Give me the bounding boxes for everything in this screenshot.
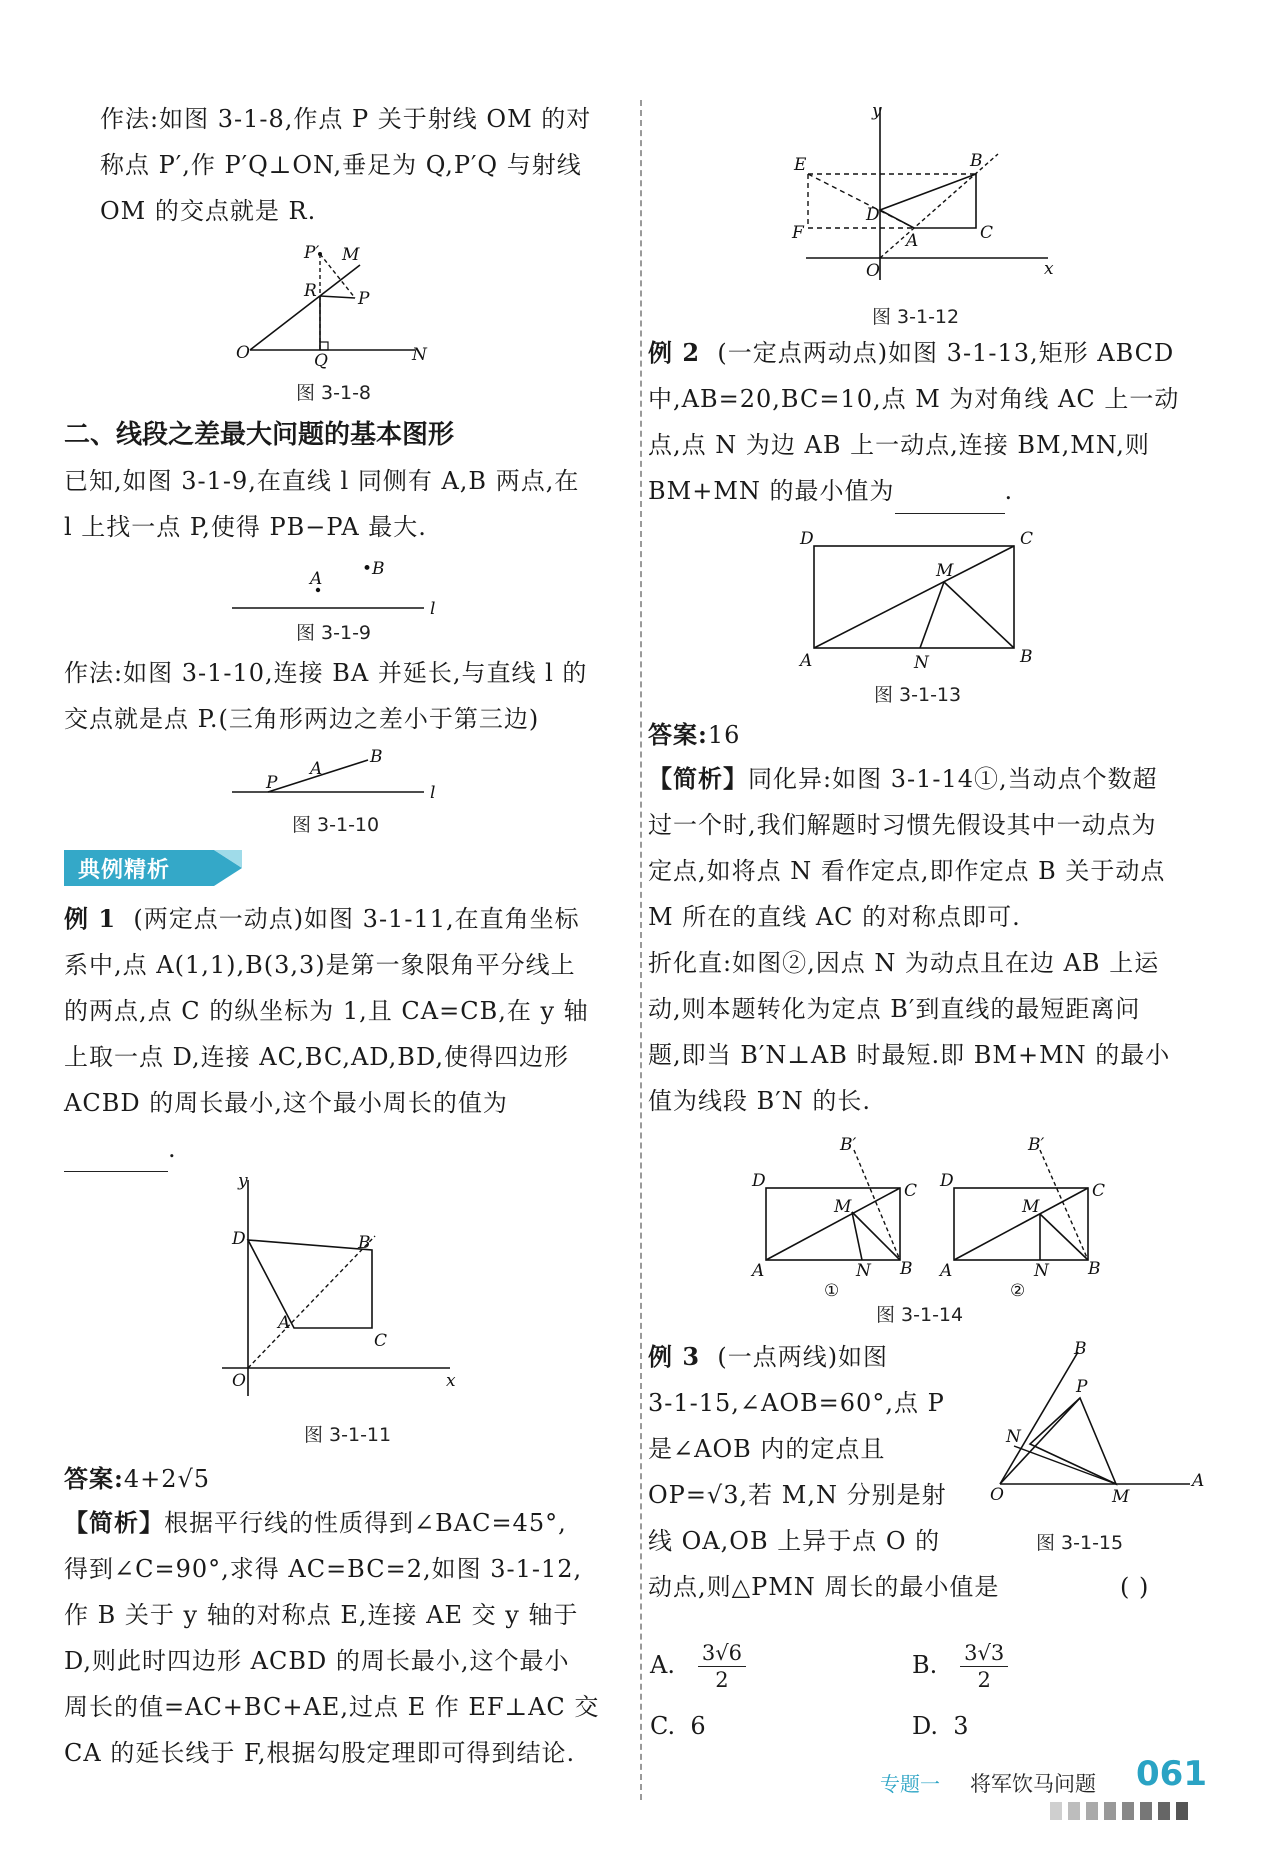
figure-3-1-11 (210, 1170, 470, 1410)
figure-3-1-14-2 (938, 1135, 1105, 1301)
text-line: 的两点,点 C 的纵坐标为 1,且 CA=CB,在 y 轴 (64, 997, 589, 1025)
example-label: 例 3 (648, 1342, 701, 1371)
label-b: B (900, 1259, 913, 1279)
figure-3-1-15 (990, 1334, 1210, 1507)
option-a-label: A. (650, 1651, 675, 1679)
label-n: N (1034, 1261, 1049, 1281)
label-b: B (970, 151, 983, 171)
figure-3-1-14-1 (750, 1135, 917, 1301)
text-line: D,则此时四边形 ACBD 的周长最小,这个最小 (64, 1647, 570, 1675)
diagonal-ac (766, 1188, 900, 1260)
text-line: OM 的交点就是 R. (100, 197, 317, 225)
option-d-value: 3 (953, 1712, 969, 1740)
text-line: 折化直:如图②,因点 N 为动点且在边 AB 上运 (648, 949, 1160, 977)
figure-3-1-14 (748, 1136, 1108, 1302)
label-p: P (1076, 1377, 1088, 1397)
label-m: M (1022, 1197, 1040, 1217)
label-q: Q (314, 351, 328, 371)
example-2 (648, 330, 1179, 514)
label-n: N (914, 653, 929, 673)
label-c: C (374, 1331, 388, 1351)
period: . (168, 1135, 177, 1163)
footer-topic: 专题一 (880, 1772, 940, 1796)
text-segment: (两定点一动点)如图 3-1-11,在直角坐标 (133, 905, 580, 933)
text-line: 过一个时,我们解题时习惯先假设其中一动点为 (648, 811, 1157, 839)
example-3 (648, 1334, 999, 1610)
figure-3-1-10 (228, 748, 448, 802)
section-tag: 典例精析 (78, 858, 171, 883)
construction-2 (64, 650, 587, 742)
label-n: N (856, 1261, 871, 1281)
diagonal-ac (814, 546, 1014, 648)
text-line: 已知,如图 3-1-9,在直线 l 同侧有 A,B 两点,在 (64, 467, 580, 495)
label-a: A (310, 569, 323, 589)
text-line (64, 896, 589, 942)
answer-1 (64, 1456, 210, 1502)
label-c: C (904, 1181, 918, 1201)
text-line: 交点就是点 P.(三角形两边之差小于第三边) (64, 705, 540, 733)
label-d: D (800, 529, 814, 549)
label-r: R (304, 281, 317, 301)
option-a[interactable] (650, 1640, 746, 1693)
text-line: 周长的值=AC+BC+AE,过点 E 作 EF⊥AC 交 (64, 1693, 600, 1721)
segment-bm (852, 1212, 900, 1260)
denominator: 2 (977, 1668, 991, 1692)
label-l: l (430, 783, 436, 803)
text-segment: BM+MN 的最小值为 (648, 477, 895, 505)
text-segment: (一点两线)如图 (717, 1343, 889, 1371)
numerator: 3√6 (698, 1640, 746, 1667)
label-f: F (792, 223, 804, 243)
text-line: M 所在的直线 AC 的对称点即可. (648, 903, 1021, 931)
label-a: A (940, 1261, 953, 1281)
text-line: 作法:如图 3-1-8,作点 P 关于射线 OM 的对 (100, 105, 592, 133)
text-line: 动点,则△PMN 周长的最小值是 (648, 1573, 1000, 1601)
text-line (64, 1126, 589, 1172)
option-c-label: C. (650, 1712, 676, 1740)
text-line: 是∠AOB 内的定点且 (648, 1435, 886, 1463)
option-b-label: B. (912, 1651, 938, 1679)
text-line: 系中,点 A(1,1),B(3,3)是第一象限角平分线上 (64, 951, 576, 979)
label-a: A (800, 651, 813, 671)
figure-3-1-8 (230, 240, 450, 370)
label-a: A (752, 1261, 765, 1281)
label-c: C (980, 223, 994, 243)
bisector (248, 1236, 375, 1368)
example-label: 例 2 (648, 338, 701, 367)
label-y: y (238, 1171, 248, 1191)
text-line: OP=√3,若 M,N 分别是射 (648, 1481, 947, 1509)
sub-label-1: ① (824, 1281, 840, 1301)
section-heading: 二、线段之差最大问题的基本图形 (64, 420, 455, 450)
text-line: 上取一点 D,连接 AC,BC,AD,BD,使得四边形 (64, 1043, 569, 1071)
segment-bm (1040, 1214, 1088, 1260)
footer-bar-decoration (1050, 1796, 1260, 1826)
answer-label: 答案: (64, 1464, 124, 1493)
label-d: D (752, 1171, 766, 1191)
segment-bm (944, 582, 1014, 648)
label-b: •B (362, 559, 385, 579)
caption-3-1-11: 图 3-1-11 (304, 1424, 392, 1446)
caption-3-1-13: 图 3-1-13 (874, 684, 962, 706)
text-line: 定点,如将点 N 看作定点,即作定点 B 关于动点 (648, 857, 1166, 885)
text-line (64, 1456, 210, 1502)
label-b: B (358, 1233, 371, 1253)
text-line: 动,则本题转化为定点 B′到直线的最短距离问 (648, 995, 1141, 1023)
quadrilateral-acbd (248, 1240, 372, 1328)
option-d[interactable] (912, 1712, 969, 1740)
option-c[interactable] (650, 1712, 706, 1740)
answer-value: 16 (707, 721, 741, 749)
caption-3-1-10: 图 3-1-10 (292, 814, 380, 836)
answer-value: 4+2√5 (123, 1465, 211, 1493)
label-b: B (1088, 1259, 1101, 1279)
label-a: A (278, 1313, 291, 1333)
footer-title: 将军饮马问题 (970, 1772, 1096, 1796)
answer-blank (895, 485, 1005, 514)
text-line: 称点 P′,作 P′Q⊥ON,垂足为 Q,P′Q 与射线 (100, 151, 582, 179)
text-line: 点,点 N 为边 AB 上一动点,连接 BM,MN,则 (648, 431, 1150, 459)
caption-3-1-8: 图 3-1-8 (296, 382, 372, 404)
text-line: 线 OA,OB 上异于点 O 的 (648, 1527, 941, 1555)
label-c: C (1092, 1181, 1106, 1201)
label-n: N (1006, 1427, 1021, 1447)
label-y: y (872, 101, 882, 121)
label-p: P (266, 773, 278, 793)
text-segment: (一定点两动点)如图 3-1-13,矩形 ABCD (717, 339, 1175, 367)
figure-3-1-9 (228, 560, 448, 620)
segment-rp (320, 296, 355, 298)
text-segment: 同化异:如图 3-1-14①,当动点个数超 (748, 765, 1158, 793)
label-b: B (1020, 647, 1033, 667)
label-o: O (866, 261, 880, 281)
label-o: O (990, 1485, 1004, 1505)
page-number: 061 (1136, 1754, 1207, 1794)
label-a: A (310, 759, 323, 779)
label-n: N (412, 345, 427, 365)
text-line: l 上找一点 P,使得 PB−PA 最大. (64, 513, 427, 541)
text-line: ACBD 的周长最小,这个最小周长的值为 (64, 1089, 508, 1117)
text-line: 题,即当 B′N⊥AB 时最短.即 BM+MN 的最小 (648, 1041, 1171, 1069)
label-m: M (342, 245, 360, 265)
text-line: 得到∠C=90°,求得 AC=BC=2,如图 3-1-12, (64, 1555, 583, 1583)
caption-3-1-9: 图 3-1-9 (296, 622, 372, 644)
label-m: M (936, 561, 954, 581)
column-divider (640, 100, 642, 1800)
text-line: 作 B 关于 y 轴的对称点 E,连接 AE 交 y 轴于 (64, 1601, 579, 1629)
figure-3-1-12 (780, 100, 1060, 300)
denominator: 2 (715, 1668, 729, 1692)
label-p: P (358, 289, 370, 309)
option-b[interactable] (912, 1640, 1008, 1693)
answer-label: 答案: (648, 720, 708, 749)
label-e: E (794, 155, 807, 175)
sub-label-2: ② (1010, 1281, 1026, 1301)
numerator: 3√3 (960, 1640, 1008, 1667)
analysis-label: 【简析】 (648, 764, 748, 793)
text-line (648, 756, 1170, 802)
dashed-bb (854, 1150, 900, 1260)
label-x: x (1044, 259, 1054, 279)
option-d-label: D. (912, 1712, 939, 1740)
label-b: B (1074, 1339, 1087, 1359)
label-b-prime: B′ (1028, 1135, 1045, 1155)
dashed-bb (1040, 1150, 1088, 1260)
segment-nm (1014, 1446, 1116, 1484)
text-line (648, 1334, 999, 1380)
period: . (1004, 477, 1014, 505)
text-line: CA 的延长线于 F,根据勾股定理即可得到结论. (64, 1739, 576, 1767)
label-d: D (866, 205, 880, 225)
label-a: A (906, 231, 919, 251)
analysis-label: 【简析】 (64, 1508, 164, 1537)
text-segment: 根据平行线的性质得到∠BAC=45°, (164, 1509, 567, 1537)
right-angle-mark (320, 342, 328, 350)
option-b-fraction (960, 1640, 1008, 1693)
label-m: M (834, 1197, 852, 1217)
ray-om (250, 265, 360, 350)
label-o: O (232, 1371, 246, 1391)
ray-ob (1000, 1352, 1078, 1484)
text-line (64, 1500, 599, 1546)
given-text (64, 458, 579, 550)
construction-1 (100, 96, 591, 234)
caption-3-1-14: 图 3-1-14 (876, 1304, 964, 1326)
choice-paren: ( ) (1120, 1573, 1150, 1601)
text-line (648, 330, 1179, 376)
label-b-prime: B′ (840, 1135, 857, 1155)
label-o: O (236, 343, 250, 363)
label-d: D (232, 1229, 246, 1249)
label-a: A (1192, 1471, 1205, 1491)
analysis-1 (64, 1500, 599, 1776)
text-line (648, 712, 740, 758)
quadrilateral-acbd (880, 174, 976, 228)
label-l: l (430, 599, 436, 619)
text-line: 3-1-15,∠AOB=60°,点 P (648, 1389, 945, 1417)
text-line: 作法:如图 3-1-10,连接 BA 并延长,与直线 l 的 (64, 659, 588, 687)
label-x: x (446, 1371, 456, 1391)
caption-3-1-15: 图 3-1-15 (1036, 1532, 1124, 1554)
analysis-2 (648, 756, 1170, 1124)
text-line: 值为线段 B′N 的长. (648, 1087, 871, 1115)
label-c: C (1020, 529, 1034, 549)
example-label: 例 1 (64, 904, 117, 933)
figure-3-1-13 (796, 524, 1056, 674)
label-p-prime: P′ (304, 243, 320, 263)
segment-mn (852, 1212, 862, 1260)
answer-2 (648, 712, 740, 758)
diagonal-ac (954, 1188, 1088, 1260)
option-c-value: 6 (690, 1712, 706, 1740)
label-b: B (370, 747, 383, 767)
option-a-fraction (698, 1640, 746, 1693)
text-line (648, 468, 1179, 514)
label-d: D (940, 1171, 954, 1191)
label-m: M (1112, 1487, 1130, 1507)
example-1 (64, 896, 589, 1172)
caption-3-1-12: 图 3-1-12 (872, 306, 960, 328)
text-line: 中,AB=20,BC=10,点 M 为对角线 AC 上一动 (648, 385, 1180, 413)
answer-blank (64, 1143, 168, 1172)
